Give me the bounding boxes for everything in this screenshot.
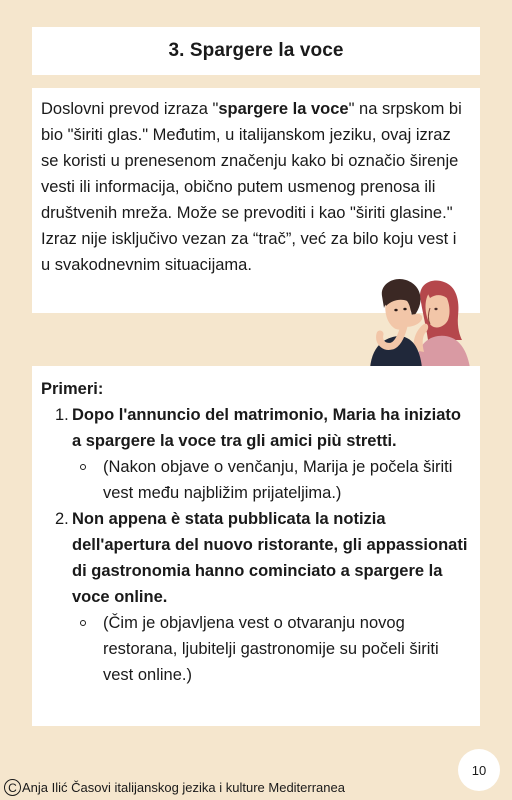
list-item [41,402,470,506]
intro-paragraph [41,96,470,226]
example-translation-item [72,454,470,506]
page-number: 10 [458,749,500,791]
examples-card [32,366,480,726]
title-card [32,27,480,75]
intro-text-start: Doslovni prevod izraza " [41,100,219,118]
footer-text: Anja Ilić Časovi italijanskog jezika i kulture Mediterranea [22,780,345,795]
example-number: 1. [55,406,69,424]
example-italian: Non appena è stata pubblicata la notizia dell'apertura del nuovo ristorante, gli appassionati di gastronomia hanno cominciato a spargere la voce online. [72,510,468,606]
footer [4,779,345,796]
bullet-icon [80,464,86,470]
example-translation-item [72,610,470,688]
page-title: 3. Spargere la voce [168,40,344,61]
bullet-icon [80,620,86,626]
copyright-icon: C [4,779,21,796]
list-item [41,506,470,688]
intro-paragraph-2: Izraz nije isključivo vezan za “trač”, već za bilo koju vest i u svakodnevnim situacijama. [41,230,457,274]
intro-text-rest: " na srpskom bi bio "širiti glas." Međutim, u italijanskom jeziku, ovaj izraz se koristi u prenesenom značenju kako bi označio širenje vesti ili informacija, obično putem usmenog prenosa ili društvenih mreža. Može se prevoditi i kao "širiti glasine." [41,100,462,222]
example-italian: Dopo l'annuncio del matrimonio, Maria ha iniziato a spargere la voce tra gli amici più stretti. [72,406,461,450]
intro-phrase: spargere la voce [218,100,349,118]
example-translation: (Čim je objavljena vest o otvaranju novog restorana, ljubitelji gastronomije su počeli širiti vest online.) [103,614,439,684]
two-women-gossiping-illustration [368,276,474,368]
examples-heading: Primeri: [41,380,104,398]
example-number: 2. [55,510,69,528]
examples-list [41,402,470,688]
example-translation: (Nakon objave o venčanju, Marija je počela širiti vest među najbližim prijateljima.) [103,458,453,502]
